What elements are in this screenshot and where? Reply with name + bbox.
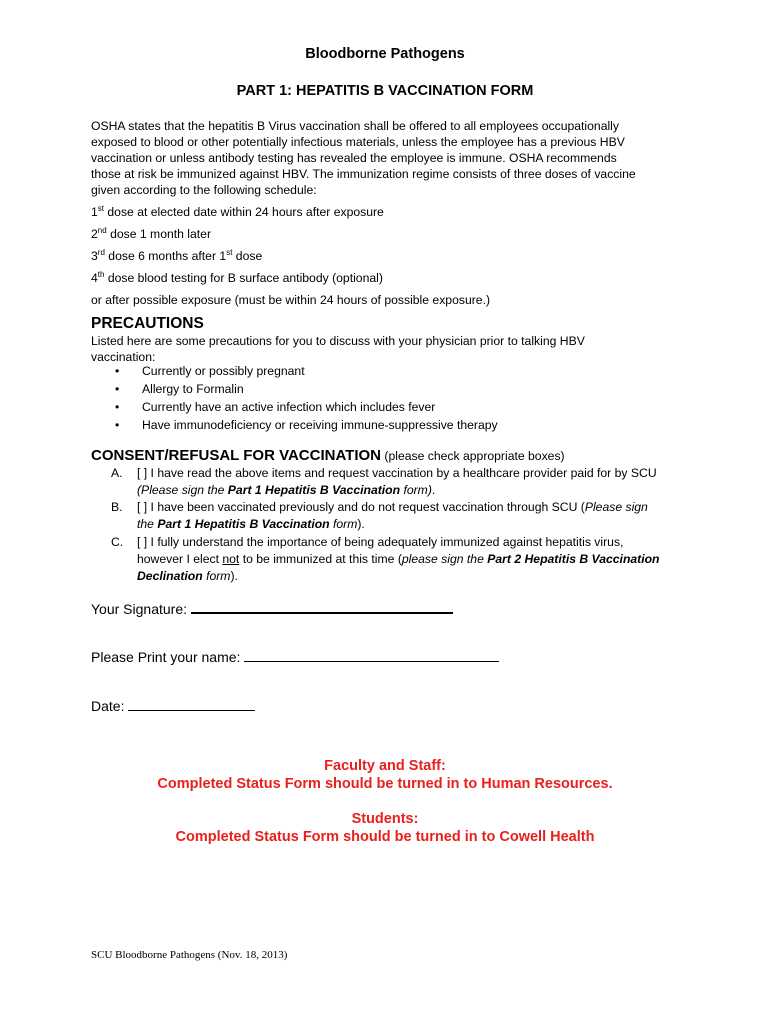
option-letter: B.: [111, 500, 123, 514]
bullet-icon: •: [115, 418, 120, 432]
signature-label: Your Signature:: [91, 601, 191, 617]
intro-paragraph: [91, 118, 691, 198]
dose-4: 4th dose blood testing for B surface antibody (optional): [91, 270, 383, 285]
dose-1: 1st dose at elected date within 24 hours after exposure: [91, 204, 384, 219]
intro-line: OSHA states that the hepatitis B Virus vaccination shall be offered to all employees occupationally: [91, 119, 619, 133]
faculty-heading: Faculty and Staff:: [324, 758, 446, 774]
intro-line: vaccination or unless antibody testing has revealed the employee is immune. OSHA recommends: [91, 151, 617, 165]
print-name-label: Please Print your name:: [91, 649, 245, 665]
intro-line: exposed to blood or other potentially infectious materials, unless the employee has a previous HBV: [91, 135, 625, 149]
intro-line: those at risk be immunized against HBV. The immunization regime consists of three doses of vaccine: [91, 167, 636, 181]
option-letter: A.: [111, 466, 123, 480]
schedule-note: or after possible exposure (must be within 24 hours of possible exposure.): [91, 293, 491, 307]
consent-heading: CONSENT/REFUSAL FOR VACCINATION (please check appropriate boxes): [91, 447, 565, 464]
dose-3: 3rd dose 6 months after 1st dose: [91, 248, 263, 263]
list-item: • Currently have an active infection which includes fever: [115, 400, 436, 414]
consent-option-a[interactable]: A. [ ] I have read the above items and request vaccination by a healthcare provider paid for by SCU (Please sign the Part 1 Hepatitis B Vaccination form).: [111, 466, 657, 497]
date-field[interactable]: [91, 698, 255, 714]
students-notice: Completed Status Form should be turned in to Cowell Health: [175, 829, 595, 845]
bullet-icon: •: [115, 382, 120, 396]
dose-2: 2nd dose 1 month later: [91, 226, 212, 241]
footer-text: SCU Bloodborne Pathogens (Nov. 18, 2013): [91, 949, 288, 961]
option-letter: C.: [111, 535, 124, 549]
intro-line: given according to the following schedule:: [91, 183, 317, 197]
students-heading: Students:: [351, 811, 419, 827]
list-item: • Have immunodeficiency or receiving immune-suppressive therapy: [115, 418, 498, 432]
print-name-field[interactable]: [91, 649, 499, 665]
consent-heading-note: (please check appropriate boxes): [381, 449, 565, 463]
consent-option-c[interactable]: C. [ ] I fully understand the importance of being adequately immunized against hepatitis virus, however I elect not to be immunized at this time (please sign the Part 2 Hepatitis B Vaccination Declination form).: [111, 535, 660, 583]
bullet-icon: •: [115, 364, 120, 378]
date-line[interactable]: [128, 698, 255, 711]
document-title: Bloodborne Pathogens: [305, 46, 465, 62]
faculty-notice: Completed Status Form should be turned in to Human Resources.: [157, 776, 613, 792]
list-item: • Currently or possibly pregnant: [115, 364, 305, 378]
precautions-heading: PRECAUTIONS: [91, 315, 204, 332]
precautions-list: [115, 362, 675, 434]
list-item: • Allergy to Formalin: [115, 382, 244, 396]
form-subtitle: PART 1: HEPATITIS B VACCINATION FORM: [236, 83, 534, 99]
consent-option-b[interactable]: B. [ ] I have been vaccinated previously and do not request vaccination through SCU (Please sign the Part 1 Hepatitis B Vaccination form).: [111, 500, 648, 531]
precautions-intro: Listed here are some precautions for you to discuss with your physician prior to talking HBV vaccination:: [91, 334, 585, 364]
print-name-line[interactable]: [244, 649, 499, 662]
signature-field[interactable]: [91, 600, 453, 617]
date-label: Date:: [91, 698, 129, 714]
signature-line[interactable]: [191, 600, 453, 614]
bullet-icon: •: [115, 400, 120, 414]
